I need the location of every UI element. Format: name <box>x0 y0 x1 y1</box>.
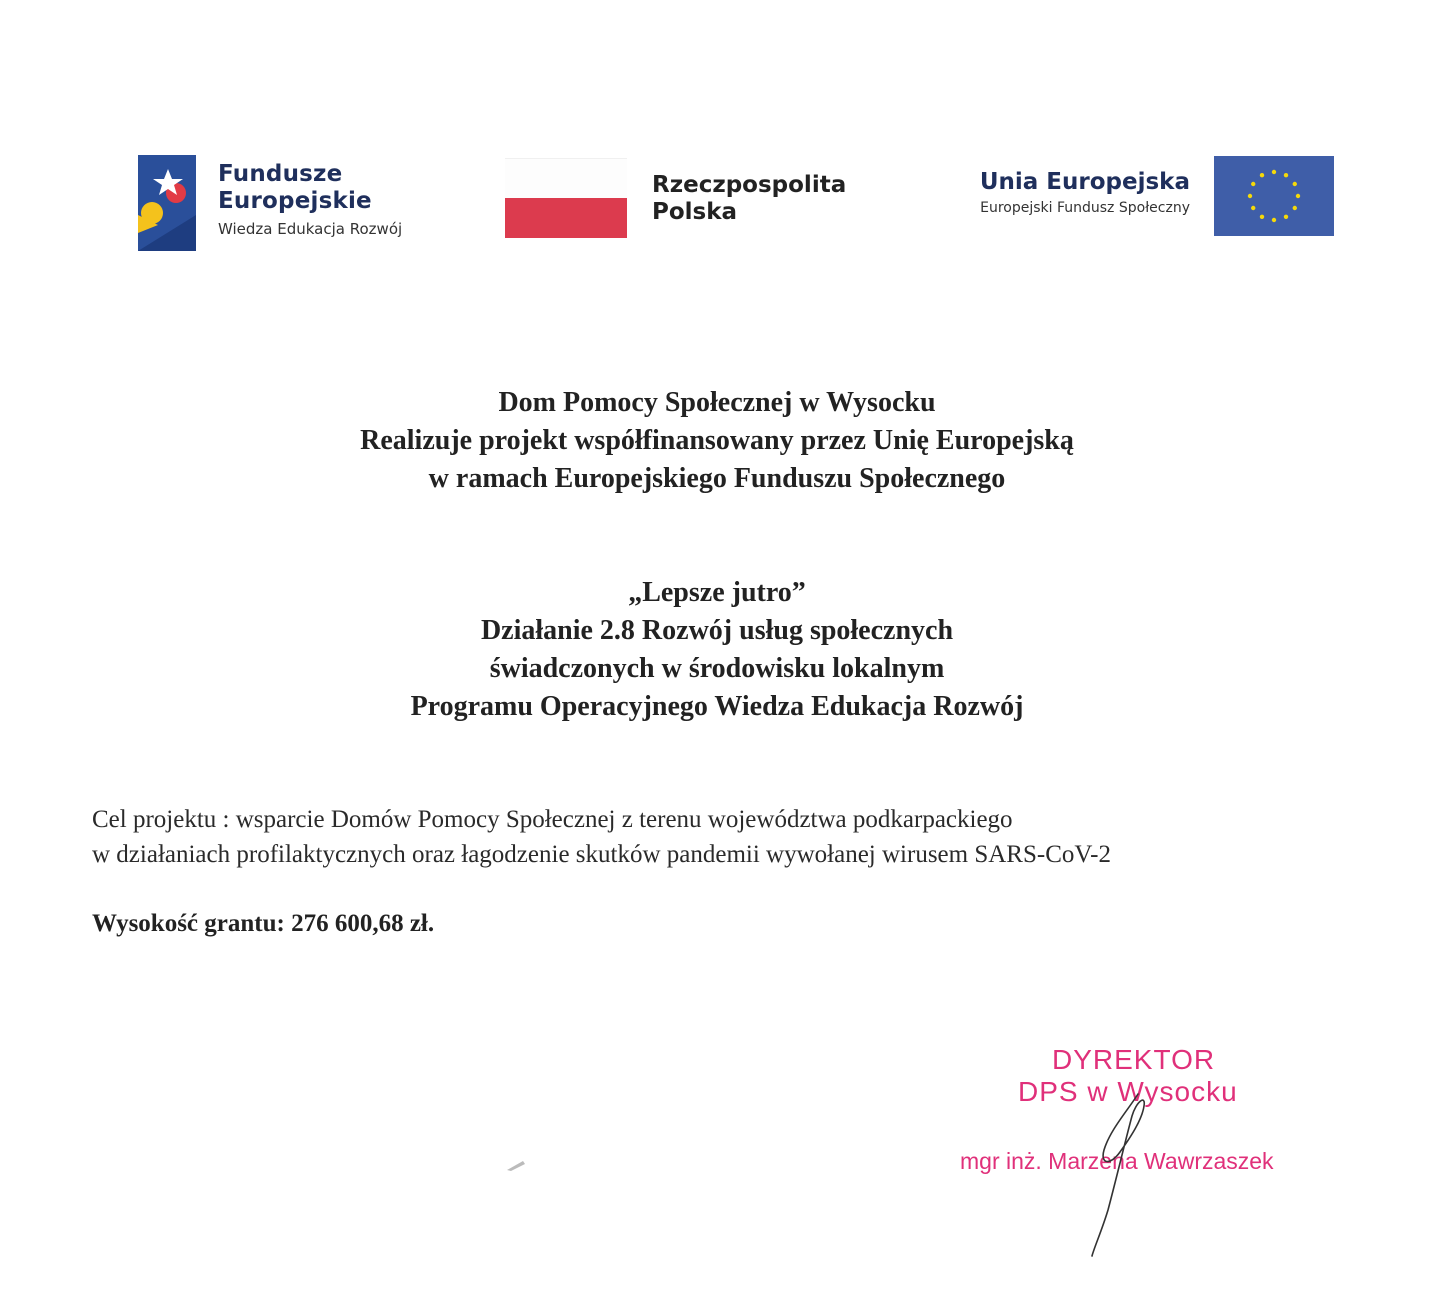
fundusze-europejskie-mark-icon <box>138 155 196 251</box>
fe-line2: Europejskie <box>218 188 372 214</box>
goal-line2: w działaniach profilaktycznych oraz łagodzenie skutków pandemii wywołanej wirusem SARS-CoV-2 <box>92 841 1111 868</box>
goal-line1: Cel projektu : wsparcie Domów Pomocy Społecznej z terenu województwa podkarpackiego <box>92 806 1013 833</box>
fundusze-europejskie-text <box>218 161 402 241</box>
fe-line3: Wiedza Edukacja Rozwój <box>218 220 403 238</box>
heading-line1: Dom Pomocy Społecznej w Wysocku <box>498 387 936 418</box>
project-title: „Lepsze jutro” <box>628 577 806 608</box>
signature-icon <box>1080 1080 1160 1260</box>
eu-star <box>1251 206 1255 210</box>
project-line2: Działanie 2.8 Rozwój usług społecznych <box>480 615 954 646</box>
rp-line2: Polska <box>652 199 738 225</box>
eu-star <box>1272 170 1276 174</box>
flag-white-stripe <box>505 158 627 199</box>
eu-star <box>1251 182 1255 186</box>
eu-star <box>1260 173 1264 177</box>
rp-line1: Rzeczpospolita <box>652 172 847 198</box>
eu-star <box>1248 194 1252 198</box>
project-heading <box>0 574 1434 726</box>
stamp-line2: DPS w Wysocku <box>1018 1076 1238 1107</box>
fundusze-europejskie-logo <box>138 155 438 251</box>
heading-line3: w ramach Europejskiego Funduszu Społecznego <box>428 463 1006 494</box>
stamp-line1: DYREKTOR <box>1052 1044 1216 1075</box>
heading-line2: Realizuje projekt współfinansowany przez Unię Europejską <box>360 425 1074 456</box>
ue-line1: Unia Europejska <box>979 169 1190 195</box>
fe-line1: Fundusze <box>218 161 343 187</box>
eu-star <box>1272 218 1276 222</box>
eu-star <box>1284 215 1288 219</box>
rzeczpospolita-text <box>652 172 846 226</box>
unia-europejska-text <box>980 167 1190 219</box>
eu-star <box>1284 173 1288 177</box>
rzeczpospolita-polska-logo <box>505 158 875 242</box>
project-line4: Programu Operacyjnego Wiedza Edukacja Rozwój <box>410 691 1024 722</box>
flag-red-stripe <box>505 198 627 238</box>
eu-star <box>1293 206 1297 210</box>
eu-star <box>1260 215 1264 219</box>
polish-flag-icon <box>505 158 627 238</box>
unia-europejska-logo <box>930 155 1340 239</box>
eu-flag-icon <box>1214 156 1334 236</box>
stamp-line3: mgr inż. Marzena Wawrzaszek <box>960 1148 1274 1174</box>
grant-amount: Wysokość grantu: 276 600,68 zł. <box>92 910 435 937</box>
scan-mark <box>505 1158 527 1172</box>
organization-heading <box>0 384 1434 498</box>
project-goal <box>92 802 1111 872</box>
project-line3: świadczonych w środowisku lokalnym <box>489 653 945 684</box>
eu-star <box>1296 194 1300 198</box>
ue-line2: Europejski Fundusz Społeczny <box>980 200 1190 216</box>
eu-star <box>1293 182 1297 186</box>
